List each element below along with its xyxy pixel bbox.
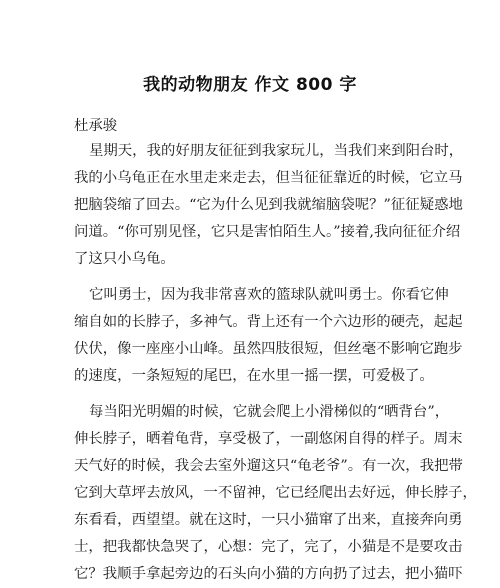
text-line: 它叫勇士，因为我非常喜欢的篮球队就叫勇士。你看它伸 [89, 287, 449, 303]
text-line: 它？我顺手拿起旁边的石头向小猫的方向扔了过去，把小猫吓 [74, 566, 463, 582]
text-line: 缩自如的长脖子，多神气。背上还有一个六边形的硬壳，起起 [74, 314, 463, 330]
text-line: 了这只小乌龟。 [74, 251, 175, 267]
author-name: 杜承骏 [74, 118, 118, 134]
text-line: 它到大草坪去放风，一不留神，它已经爬出去好远，伸长脖子， [74, 485, 477, 501]
text-line: 东看看，西望望。就在这时，一只小猫窜了出来，直接奔向勇 [74, 512, 463, 528]
text-line: 把脑袋缩了回去。“它为什么见到我就缩脑袋呢？”征征疑惑地 [74, 197, 463, 213]
text-line: 每当阳光明媚的时候，它就会爬上小滑梯似的“晒背台”， [89, 404, 450, 420]
text-line: 伸长脖子，晒着龟背，享受极了，一副悠闲自得的样子。周末 [74, 431, 463, 447]
text-line: 我的小乌龟正在水里走来走去，但当征征靠近的时候，它立马 [74, 170, 463, 186]
text-line: 星期天，我的好朋友征征到我家玩儿，当我们来到阳台时， [89, 143, 464, 159]
text-line: 伏伏，像一座座小山峰。虽然四肢很短，但丝毫不影响它跑步 [74, 341, 463, 357]
text-line: 士，把我都快急哭了，心想：完了，完了，小猫是不是要攻击 [74, 539, 463, 555]
text-line: 的速度，一条短短的尾巴，在水里一摇一摆，可爱极了。 [74, 368, 434, 384]
document-title: 我的动物朋友 作文 800 字 [143, 75, 357, 95]
text-line: 天气好的时候，我会去室外遛这只“龟老爷”。有一次，我把带 [74, 458, 463, 474]
essay-body [74, 138, 477, 588]
text-line: 问道。“你可别见怪，它只是害怕陌生人。”接着,我向征征介绍 [74, 224, 461, 240]
